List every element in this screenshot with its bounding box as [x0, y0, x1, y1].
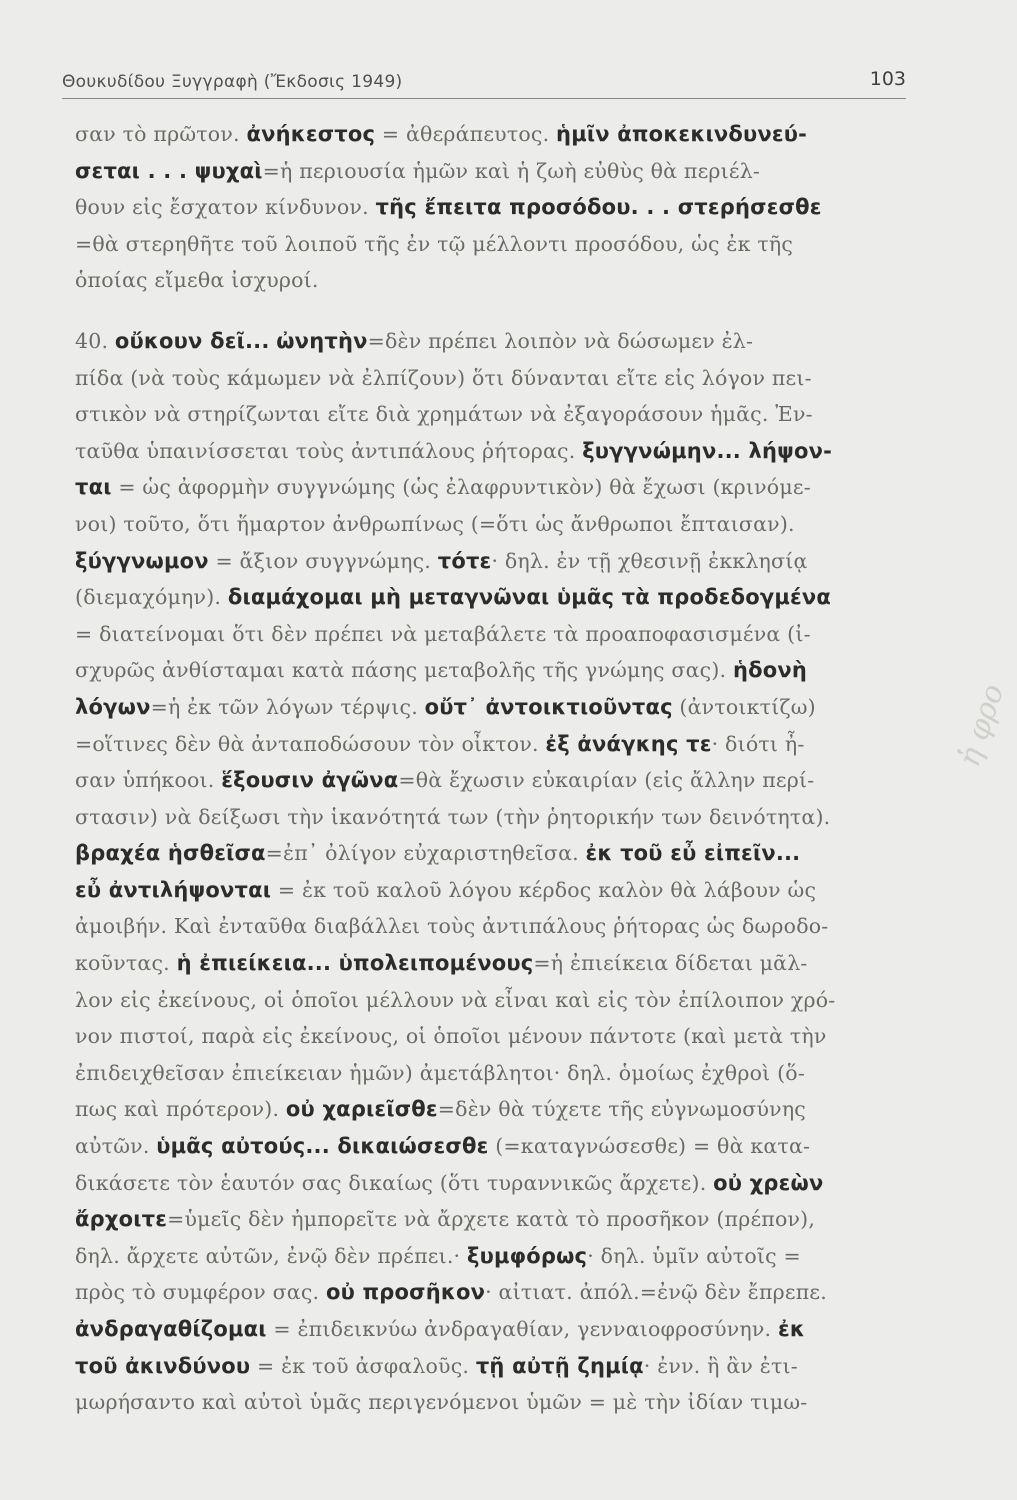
- gloss-text: · διότι ἦ-: [711, 731, 805, 756]
- lemma-term: τότε: [437, 548, 492, 573]
- text-line: [75, 1274, 915, 1311]
- gloss-text: =ἡ ἐκ τῶν λόγων τέρψις.: [150, 694, 425, 719]
- gloss-text: · ἐνν. ἣ ἂν ἐτι-: [643, 1353, 798, 1378]
- gloss-text: δηλ. ἄρχετε αὐτῶν, ἐνῷ δὲν πρέπει.·: [75, 1243, 467, 1268]
- text-line: [75, 1128, 915, 1165]
- commentary-text: [75, 116, 915, 1421]
- text-line: [75, 1311, 915, 1348]
- gloss-text: ἀμοιβήν. Καὶ ἐνταῦθα διαβάλλει τοὺς ἀντιπάλους ῥήτορας ὡς δωροδο-: [75, 914, 829, 939]
- lemma-term: σεται . . . ψυχαὶ: [75, 158, 263, 183]
- text-line: [75, 762, 915, 799]
- gloss-text: = ἐπιδεικνύω ἀνδραγαθίαν, γενναιοφροσύνην.: [266, 1317, 778, 1341]
- text-line: [75, 908, 915, 945]
- gloss-text: =οἵτινες δὲν θὰ ἀνταποδώσουν τὸν οἶκτον.: [75, 731, 546, 756]
- gloss-text: μωρήσαντο καὶ αὐτοὶ ὑμᾶς περιγενόμενοι ὑμῶν = μὲ τὴν ἰδίαν τιμω-: [75, 1390, 808, 1415]
- text-line: [75, 1091, 915, 1128]
- text-line: [75, 433, 915, 470]
- gloss-text: =θὰ ἔχωσιν εὐκαιρίαν (εἰς ἄλλην περί-: [398, 768, 815, 793]
- gloss-text: =δὲν πρέπει λοιπὸν νὰ δώσωμεν ἐλ-: [367, 328, 754, 353]
- text-line: [75, 469, 915, 506]
- lemma-term: βραχέα ἡσθεῖσα: [75, 841, 266, 866]
- gloss-text: =δὲν θὰ τύχετε τῆς εὐγνωμοσύνης: [437, 1097, 806, 1122]
- gloss-text: =ἡ ἐπιείκεια δίδεται μᾶλ-: [533, 951, 808, 976]
- text-line: [75, 726, 915, 763]
- text-line: [75, 189, 915, 226]
- gloss-text: (ἀντοικτίζω): [672, 694, 816, 719]
- lemma-term: τῇ αὐτῇ ζημίᾳ: [475, 1353, 644, 1378]
- gloss-text: =ἡ περιουσία ἡμῶν καὶ ἡ ζωὴ εὐθὺς θὰ περιέλ-: [262, 158, 761, 183]
- gloss-text: = ὡς ἀφορμὴν συγγνώμης (ὡς ἐλαφρυντικὸν) θὰ ἔχωσι (κρινόμε-: [111, 475, 811, 500]
- gloss-text: =ὑμεῖς δὲν ἠμπορεῖτε νὰ ἄρχετε κατὰ τὸ προσῆκον (πρέπον),: [167, 1207, 816, 1232]
- gloss-text: =θὰ στερηθῆτε τοῦ λοιποῦ τῆς ἐν τῷ μέλλοντι προσόδου, ὡς ἐκ τῆς: [75, 231, 794, 256]
- gloss-text: ἐπιδειχθεῖσαν ἐπιείκειαν ἡμῶν) ἀμετάβλητοι· δηλ. ὁμοίως ἐχθροὶ (ὅ-: [75, 1060, 805, 1085]
- gloss-text: πως καὶ πρότερον).: [75, 1097, 286, 1122]
- gloss-text: νον πιστοί, παρὰ εἰς ἐκείνους, οἱ ὁποῖοι μένουν πάντοτε (καὶ μετὰ τὴν: [75, 1024, 827, 1049]
- gloss-text: σαν τὸ πρῶτον.: [75, 122, 247, 146]
- gloss-text: = ἀθεράπευτος.: [375, 122, 557, 146]
- lemma-term: ἡμῖν ἀποκεκινδυνεύ-: [556, 122, 808, 146]
- text-line: [75, 396, 915, 433]
- lemma-term: ἕξουσιν ἀγῶνα: [221, 768, 399, 793]
- text-line: [75, 982, 915, 1019]
- lemma-term: ται: [75, 475, 112, 500]
- margin-handwritten-note: ἡ φρο: [952, 679, 1012, 771]
- gloss-text: θουν εἰς ἔσχατον κίνδυνον.: [75, 195, 376, 220]
- text-line: [75, 153, 915, 190]
- text-line: [75, 116, 915, 153]
- gloss-text: πίδα (νὰ τοὺς κάμωμεν νὰ ἐλπίζουν) ὅτι δύνανται εἴτε εἰς λόγον πει-: [75, 365, 812, 390]
- gloss-text: · δηλ. ὑμῖν αὐτοῖς =: [587, 1243, 801, 1268]
- text-line: [75, 262, 915, 299]
- gloss-text: ταῦθα ὑπαινίσσεται τοὺς ἀντιπάλους ῥήτορας.: [75, 438, 583, 463]
- lemma-term: οὔτ᾽ ἀντοικτιοῦντας: [424, 694, 673, 719]
- gloss-text: · δηλ. ἐν τῇ χθεσινῇ ἐκκλησίᾳ: [491, 548, 808, 573]
- gloss-text: στικὸν νὰ στηρίζωνται εἴτε διὰ χρημάτων νὰ ἐξαγοράσουν ἡμᾶς. Ἐν-: [75, 402, 813, 427]
- lemma-term: ἀνήκεστος: [246, 122, 376, 146]
- text-line: [75, 616, 915, 653]
- text-line: [75, 799, 915, 836]
- lemma-term: ἄρχοιτε: [75, 1207, 168, 1232]
- text-line: [75, 360, 915, 397]
- gloss-text: 40.: [75, 328, 115, 353]
- text-line: [75, 1165, 915, 1202]
- gloss-text: = ἄξιον συγγνώμης.: [208, 548, 438, 573]
- lemma-term: οὐ χρεὼν: [713, 1170, 824, 1195]
- lemma-term: ὑμᾶς αὐτούς... δικαιώσεσθε: [156, 1134, 489, 1159]
- lemma-term: ἀνδραγαθίζομαι: [75, 1317, 267, 1341]
- text-line: [75, 1238, 915, 1275]
- text-line: [75, 506, 915, 543]
- text-line: [75, 323, 915, 360]
- running-header: [62, 68, 906, 99]
- text-line: [75, 1201, 915, 1238]
- gloss-text: πρὸς τὸ συμφέρον σας.: [75, 1280, 326, 1305]
- text-line: [75, 689, 915, 726]
- text-line: [75, 1348, 915, 1385]
- gloss-text: (διεμαχόμην).: [75, 585, 228, 610]
- lemma-term: ἐξ ἀνάγκης τε: [545, 731, 712, 756]
- text-line: [75, 1055, 915, 1092]
- lemma-term: ξυγγνώμην... λήψον-: [582, 438, 833, 463]
- gloss-text: λον εἰς ἐκείνους, οἱ ὁποῖοι μέλλουν νὰ εἶναι καὶ εἰς τὸν ἐπίλοιπον χρό-: [75, 987, 836, 1012]
- lemma-term: διαμάχομαι μὴ μεταγνῶναι ὑμᾶς τὰ προδεδογμένα: [227, 585, 832, 610]
- gloss-text: αὐτῶν.: [75, 1134, 157, 1159]
- lemma-term: τῆς ἔπειτα προσόδου. . . στερήσεσθε: [375, 195, 822, 220]
- gloss-text: (=καταγνώσεσθε) = θὰ κατα-: [488, 1134, 811, 1159]
- gloss-text: νοι) τοῦτο, ὅτι ἥμαρτον ἀνθρωπίνως (=ὅτι ὡς ἄνθρωποι ἔπταισαν).: [75, 511, 795, 536]
- gloss-text: στασιν) νὰ δείξωσι τὴν ἱκανότητά των (τὴν ῥητορικήν των δεινότητα).: [75, 804, 831, 829]
- paragraph-gap: [75, 299, 915, 323]
- lemma-term: ὠνητὴν: [276, 328, 368, 353]
- lemma-term: ἡδονὴ: [732, 658, 808, 683]
- text-line: [75, 652, 915, 689]
- gloss-text: κοῦντας.: [75, 951, 177, 976]
- lemma-term: οὔκουν δεῖ...: [114, 328, 270, 353]
- page-number: 103: [869, 68, 906, 90]
- text-line: [75, 835, 915, 872]
- gloss-text: = ἐκ τοῦ καλοῦ λόγου κέρδος καλὸν θὰ λάβουν ὡς: [271, 877, 817, 902]
- lemma-term: ἐκ τοῦ εὖ εἰπεῖν...: [585, 841, 801, 866]
- text-line: [75, 1384, 915, 1421]
- gloss-text: = ἐκ τοῦ ἀσφαλοῦς.: [250, 1353, 476, 1378]
- lemma-term: οὐ προσῆκον: [325, 1280, 486, 1305]
- text-line: [75, 226, 915, 263]
- header-title: Θουκυδίδου Ξυγγραφὴ (Ἔκδοσις 1949): [62, 72, 403, 92]
- text-line: [75, 543, 915, 580]
- gloss-text: σαν ὑπήκοοι.: [75, 768, 222, 793]
- lemma-term: ἡ ἐπιείκεια... ὑπολειπομένους: [176, 951, 534, 976]
- lemma-term: εὖ ἀντιλήψονται: [75, 877, 272, 902]
- gloss-text: =ἐπ᾽ ὀλίγον εὐχαριστηθεῖσα.: [265, 841, 586, 866]
- lemma-term: οὐ χαριεῖσθε: [285, 1097, 438, 1122]
- gloss-text: = διατείνομαι ὅτι δὲν πρέπει νὰ μεταβάλετε τὰ προαποφασισμένα (ἰ-: [75, 621, 811, 646]
- lemma-term: τοῦ ἀκινδύνου: [75, 1353, 251, 1378]
- lemma-term: λόγων: [75, 694, 151, 719]
- text-line: [75, 872, 915, 909]
- gloss-text: σχυρῶς ἀνθίσταμαι κατὰ πάσης μεταβολῆς τῆς γνώμης σας).: [75, 658, 733, 683]
- lemma-term: ξυμφόρως: [466, 1243, 588, 1268]
- text-line: [75, 945, 915, 982]
- gloss-text: δικάσετε τὸν ἑαυτόν σας δικαίως (ὅτι τυραννικῶς ἄρχετε).: [75, 1170, 714, 1195]
- gloss-text: · αἰτιατ. ἀπόλ.=ἐνῷ δὲν ἔπρεπε.: [485, 1280, 827, 1305]
- gloss-text: ὁποίας εἴμεθα ἰσχυροί.: [75, 268, 319, 293]
- text-line: [75, 1018, 915, 1055]
- lemma-term: ἐκ: [777, 1317, 805, 1341]
- text-line: [75, 579, 915, 616]
- lemma-term: ξύγγνωμον: [75, 548, 209, 573]
